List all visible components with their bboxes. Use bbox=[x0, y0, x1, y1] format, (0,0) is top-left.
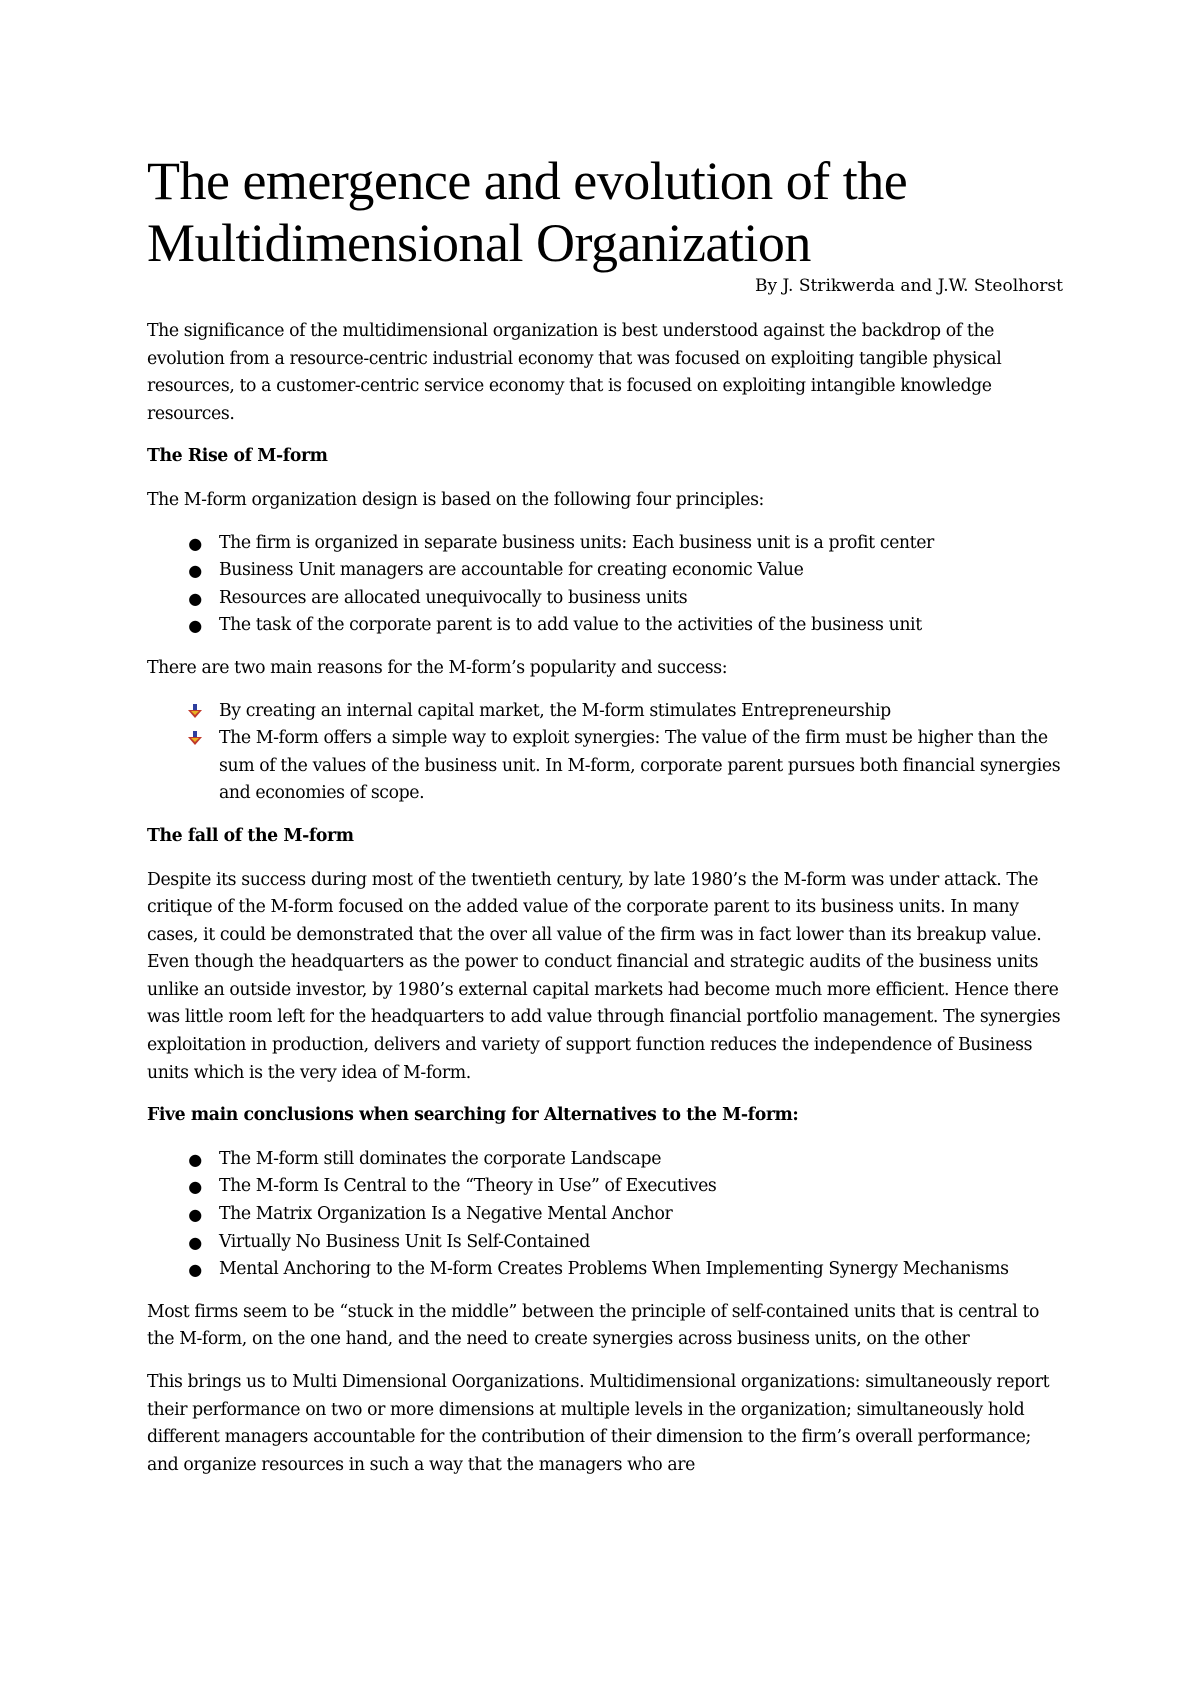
document-title bbox=[147, 150, 1063, 274]
title-line-2: Multidimensional Organization bbox=[147, 213, 811, 273]
list-item bbox=[147, 557, 1063, 585]
reasons-list bbox=[147, 698, 1063, 808]
document-page bbox=[147, 150, 1063, 1494]
list-item-text: The M-form Is Central to the “Theory in Use” of Executives bbox=[219, 1176, 717, 1197]
round-bullet-icon: ● bbox=[188, 561, 202, 581]
list-item-text: Business Unit managers are accountable for creating economic Value bbox=[219, 560, 804, 581]
title-line-1: The emergence and evolution of the bbox=[147, 151, 908, 211]
principles-intro: The M-form organization design is based on the following four principles: bbox=[147, 489, 764, 510]
list-item-text: By creating an internal capital market, the M-form stimulates Entrepreneurship bbox=[219, 700, 891, 721]
principles-list bbox=[147, 530, 1063, 640]
final-paragraph: This brings us to Multi Dimensional Oorganizations. Multidimensional organizations: simultaneously report their performance on two or more dimensions at multiple levels in the organization; simultaneously hold different managers accountable for the contribution of their dimension to the firm’s overall performance; and organize resources in such a way that the managers who are bbox=[147, 1372, 1050, 1475]
arrow-bullet-icon bbox=[185, 725, 205, 757]
list-item bbox=[147, 1201, 1063, 1229]
fall-paragraph: Despite its success during most of the twentieth century, by late 1980’s the M-form was under attack. The critique of the M-form focused on the added value of the corporate parent to its business units. In many cases, it could be demonstrated that the over all value of the firm was in fact lower than its breakup value. Even though the headquarters as the power to conduct financial and strategic audits of the business units unlike an outside investor, by 1980’s external capital markets had become much more efficient. Hence there was little room left for the headquarters to add value through financial portfolio management. The synergies exploitation in production, delivers and variety of support function reduces the independence of Business units which is the very idea of M-form. bbox=[147, 869, 1061, 1083]
list-item bbox=[147, 1146, 1063, 1174]
fall-heading: The fall of the M-form bbox=[147, 825, 354, 846]
list-item bbox=[147, 725, 1063, 808]
list-item-text: Virtually No Business Unit Is Self-Contained bbox=[219, 1231, 590, 1252]
round-bullet-icon: ● bbox=[188, 1205, 202, 1225]
round-bullet-icon: ● bbox=[188, 616, 202, 636]
round-bullet-icon: ● bbox=[188, 1260, 202, 1280]
list-item-text: The task of the corporate parent is to add value to the activities of the business unit bbox=[219, 615, 922, 636]
list-item-text: The M-form still dominates the corporate Landscape bbox=[219, 1148, 662, 1169]
list-item bbox=[147, 530, 1063, 558]
list-item bbox=[147, 698, 1063, 726]
list-item-text: The M-form offers a simple way to exploit synergies: The value of the firm must be higher than the sum of the values of the business unit. In M-form, corporate parent pursues both financial synergies and economies of scope. bbox=[219, 728, 1061, 804]
conclusions-heading: Five main conclusions when searching for Alternatives to the M-form: bbox=[147, 1105, 799, 1126]
intro-paragraph: The significance of the multidimensional organization is best understood against the backdrop of the evolution from a resource-centric industrial economy that was focused on exploiting tangible physical resources, to a customer-centric service economy that is focused on exploiting intangible knowledge resources. bbox=[147, 321, 1002, 424]
list-item-text: Mental Anchoring to the M-form Creates Problems When Implementing Synergy Mechanisms bbox=[219, 1259, 1009, 1280]
round-bullet-icon: ● bbox=[188, 533, 202, 553]
list-item bbox=[147, 612, 1063, 640]
list-item bbox=[147, 585, 1063, 613]
list-item bbox=[147, 1173, 1063, 1201]
conclusions-list bbox=[147, 1146, 1063, 1284]
round-bullet-icon: ● bbox=[188, 588, 202, 608]
list-item-text: The firm is organized in separate business units: Each business unit is a profit center bbox=[219, 532, 934, 553]
round-bullet-icon: ● bbox=[188, 1232, 202, 1252]
rise-heading: The Rise of M-form bbox=[147, 446, 328, 467]
list-item-text: Resources are allocated unequivocally to business units bbox=[219, 587, 688, 608]
stuck-paragraph: Most firms seem to be “stuck in the middle” between the principle of self-contained units that is central to the M-form, on the one hand, and the need to create synergies across business units, on the other bbox=[147, 1301, 1039, 1350]
list-item-text: The Matrix Organization Is a Negative Mental Anchor bbox=[219, 1204, 673, 1225]
round-bullet-icon: ● bbox=[188, 1149, 202, 1169]
round-bullet-icon: ● bbox=[188, 1177, 202, 1197]
byline: By J. Strikwerda and J.W. Steolhorst bbox=[755, 276, 1063, 296]
reasons-intro: There are two main reasons for the M-form’s popularity and success: bbox=[147, 657, 728, 678]
list-item bbox=[147, 1256, 1063, 1284]
list-item bbox=[147, 1229, 1063, 1257]
